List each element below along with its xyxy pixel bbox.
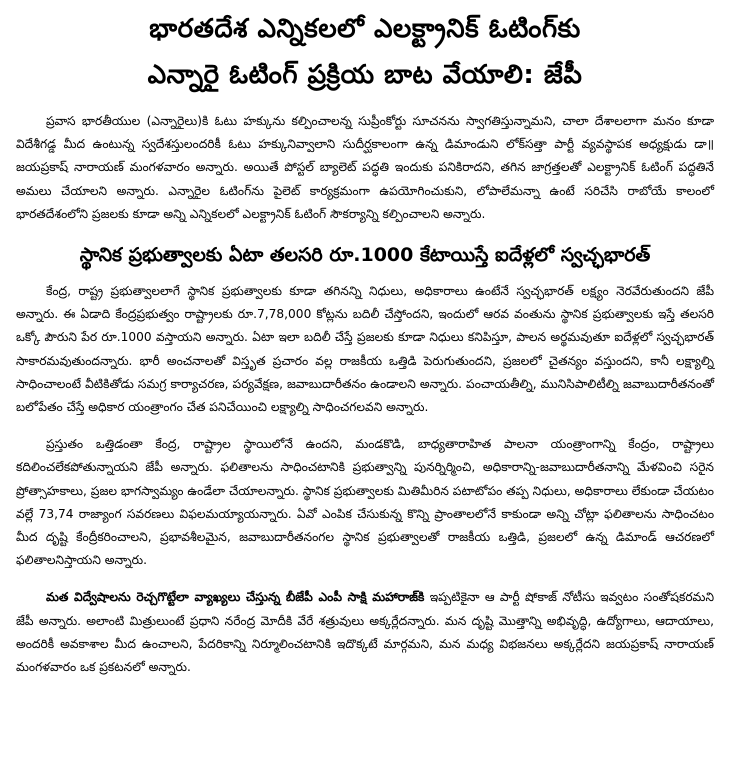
paragraph-accountability: ప్రస్తుతం ఒత్తిడంతా కేంద్ర, రాష్ట్రాల స్థాయిలోనే ఉందని, మండకొడి, బాధ్యతారాహిత పాలనా యంత్రాంగాన్ని కేంద్రం, రాష్ట్రాలు కదిలించలేకపోతున్నాయని జేపీ అన్నారు. ఫలితాలను సాధించటానికి ప్రభుత్వాన్ని పునర్నిర్మించి, అధికారాన్ని-జవాబుదారీతనాన్ని మేళవించి సరైన ప్రోత్సాహకాలు, ప్రజల భాగస్వామ్యం ఉండేలా చేయాలన్నారు. స్థానిక ప్రభుత్వాలకు మితిమీరిన పటాటోపం తప్ప నిధులు, అధికారాలు లేకుండా చేయటం వల్లే 73,74 రాజ్యాంగ సవరణలు విఫలమయ్యాయన్నారు. ఏవో ఎంపిక చేసుకున్న కొన్ని ప్రాంతాలలోనే కాకుండా అన్ని చోట్లా ఫలితాలను సాధించటం మీద దృష్టి కేంద్రీకరించాలని, ప్రభావశీలమైన, జవాబుదారీతనంగల స్థానిక ప్రభుత్వాలతో రాజకీయ ఒత్తిడి, ప్రజలలో ఉన్న డిమాండ్ ఆచరణలో ఫలితాలనిస్తాయని అన్నారు. [16, 437, 714, 568]
paragraph-rest: ఇప్పటికైనా ఆ పార్టీ షోకాజ్ నోటీసు ఇవ్వటం సంతోషకరమని జేపీ అన్నారు. అలాంటి మిత్రులుంటే ప్రధాని నరేంద్ర మోదీకి వేరే శత్రువులు అక్కర్లేదన్నారు. మన దృష్టి మొత్తాన్ని అభివృద్ధి, ఉద్యోగాలు, ఆదాయాలు, అందరికీ అవకాశాల మీద ఉంచాలని, పేదరికాన్ని నిర్మూలించటానికి ఇదొక్కటే మార్గమని, మన మధ్య విభజనలు అక్కర్లేదని జయప్రకాష్ నారాయణ్ మంగళవారం ఒక ప్రకటనలో అన్నారు. [16, 590, 714, 675]
paragraph-sakshi-maharaj [16, 586, 714, 679]
headline-line-2: ఎన్నారై ఓటింగ్ ప్రక్రియ బాట వేయాలి: జేపీ [147, 60, 583, 90]
paragraph-lead-bold: మత విద్వేషాలను రెచ్చగొట్టేలా వ్యాఖ్యలు చేస్తున్న బీజేపీ ఎంపీ సాక్షి మహారాజ్‌కి [46, 590, 425, 605]
headline-line-1: భారతదేశ ఎన్నికలలో ఎలక్ట్రానిక్ ఓటింగ్‌కు [149, 14, 581, 44]
subheading-swachh-bharat: స్థానిక ప్రభుత్వాలకు ఏటా తలసరి రూ.1000 కేటాయిస్తే ఐదేళ్లలో స్వచ్ఛభారత్ [79, 244, 651, 267]
headline [16, 6, 714, 98]
paragraph-local-funds: కేంద్ర, రాష్ట్ర ప్రభుత్వాలలాగే స్థానిక ప్రభుత్వాలకు కూడా తగినన్ని నిధులు, అధికారాలు ఉంటేనే స్వచ్ఛభారత్ లక్ష్యం నెరవేరుతుందని జేపీ అన్నారు. ఈ ఏడాది కేంద్రప్రభుత్వం రాష్ట్రాలకు రూ.7,78,000 కోట్లను బదిలీ చేస్తోందని, ఇందులో ఆరవ వంతును స్థానిక ప్రభుత్వాలకు ఇస్తే తలసరి ఒక్కో పౌరుని పేర రూ.1000 వస్తాయని అన్నారు. ఏటా ఇలా బదిలీ చేస్తే ప్రజలకు కూడా నిధులు కనిపిస్తూ, పాలన అర్థమవుతూ ఐదేళ్లలో స్వచ్ఛభారత్ సాకారమవుతుందన్నారు. భారీ అంచనాలతో విస్తృత ప్రచారం వల్ల రాజకీయ ఒత్తిడి పెరుగుతుందని, ప్రజలలో చైతన్యం వస్తుందని, కానీ లక్ష్యాల్ని సాధించాలంటే వీటికితోడు సమగ్ర కార్యాచరణ, పర్యవేక్షణ, జవాబుదారీతనం ఉండాలని అన్నారు. పంచాయతీల్ని, మునిసిపాలిటీల్ని జవాబుదారీతనంతో బలోపేతం చేస్తే అధికార యంత్రాంగం చేత పనిచేయించి లక్ష్యాల్ని సాధించగలవని అన్నారు. [16, 284, 714, 415]
paragraph-nri-voting: ప్రవాస భారతీయుల (ఎన్నారైలు)కి ఓటు హక్కును కల్పించాలన్న సుప్రీంకోర్టు సూచనను స్వాగతిస్తున్నామని, చాలా దేశాలలాగా మనం కూడా విదేశీగడ్డ మీద ఉంటున్న స్వదేశస్తులందరికీ ఓటు హక్కునివ్వాలాని సుదీర్ఘకాలంగా ఉన్న డిమాండుని లోక్‌సత్తా పార్టీ వ్యవస్థాపక అధ్యక్షుడు డా॥ జయప్రకాష్ నారాయణ్ మంగళవారం అన్నారు. అయితే పోస్టల్ బ్యాలెట్ పద్ధతి ఇందుకు పనికిరాదని, తగిన జాగ్రత్తలతో ఎలక్ట్రానిక్ ఓటింగ్ పద్ధతినే అమలు చేయాలని అన్నారు. ఎన్నారైల ఓటింగ్‌ను పైలెట్ కార్యక్రమంగా ఉపయోగించుకుని, లోపాలేమన్నా ఉంటే సరిచేసి రాబోయే కాలంలో భారతదేశంలోని ప్రజలకు కూడా అన్ని ఎన్నికలలో ఎలక్ట్రానిక్ ఓటింగ్ సౌకర్యాన్ని కల్పించాలని అన్నారు. [16, 114, 714, 221]
